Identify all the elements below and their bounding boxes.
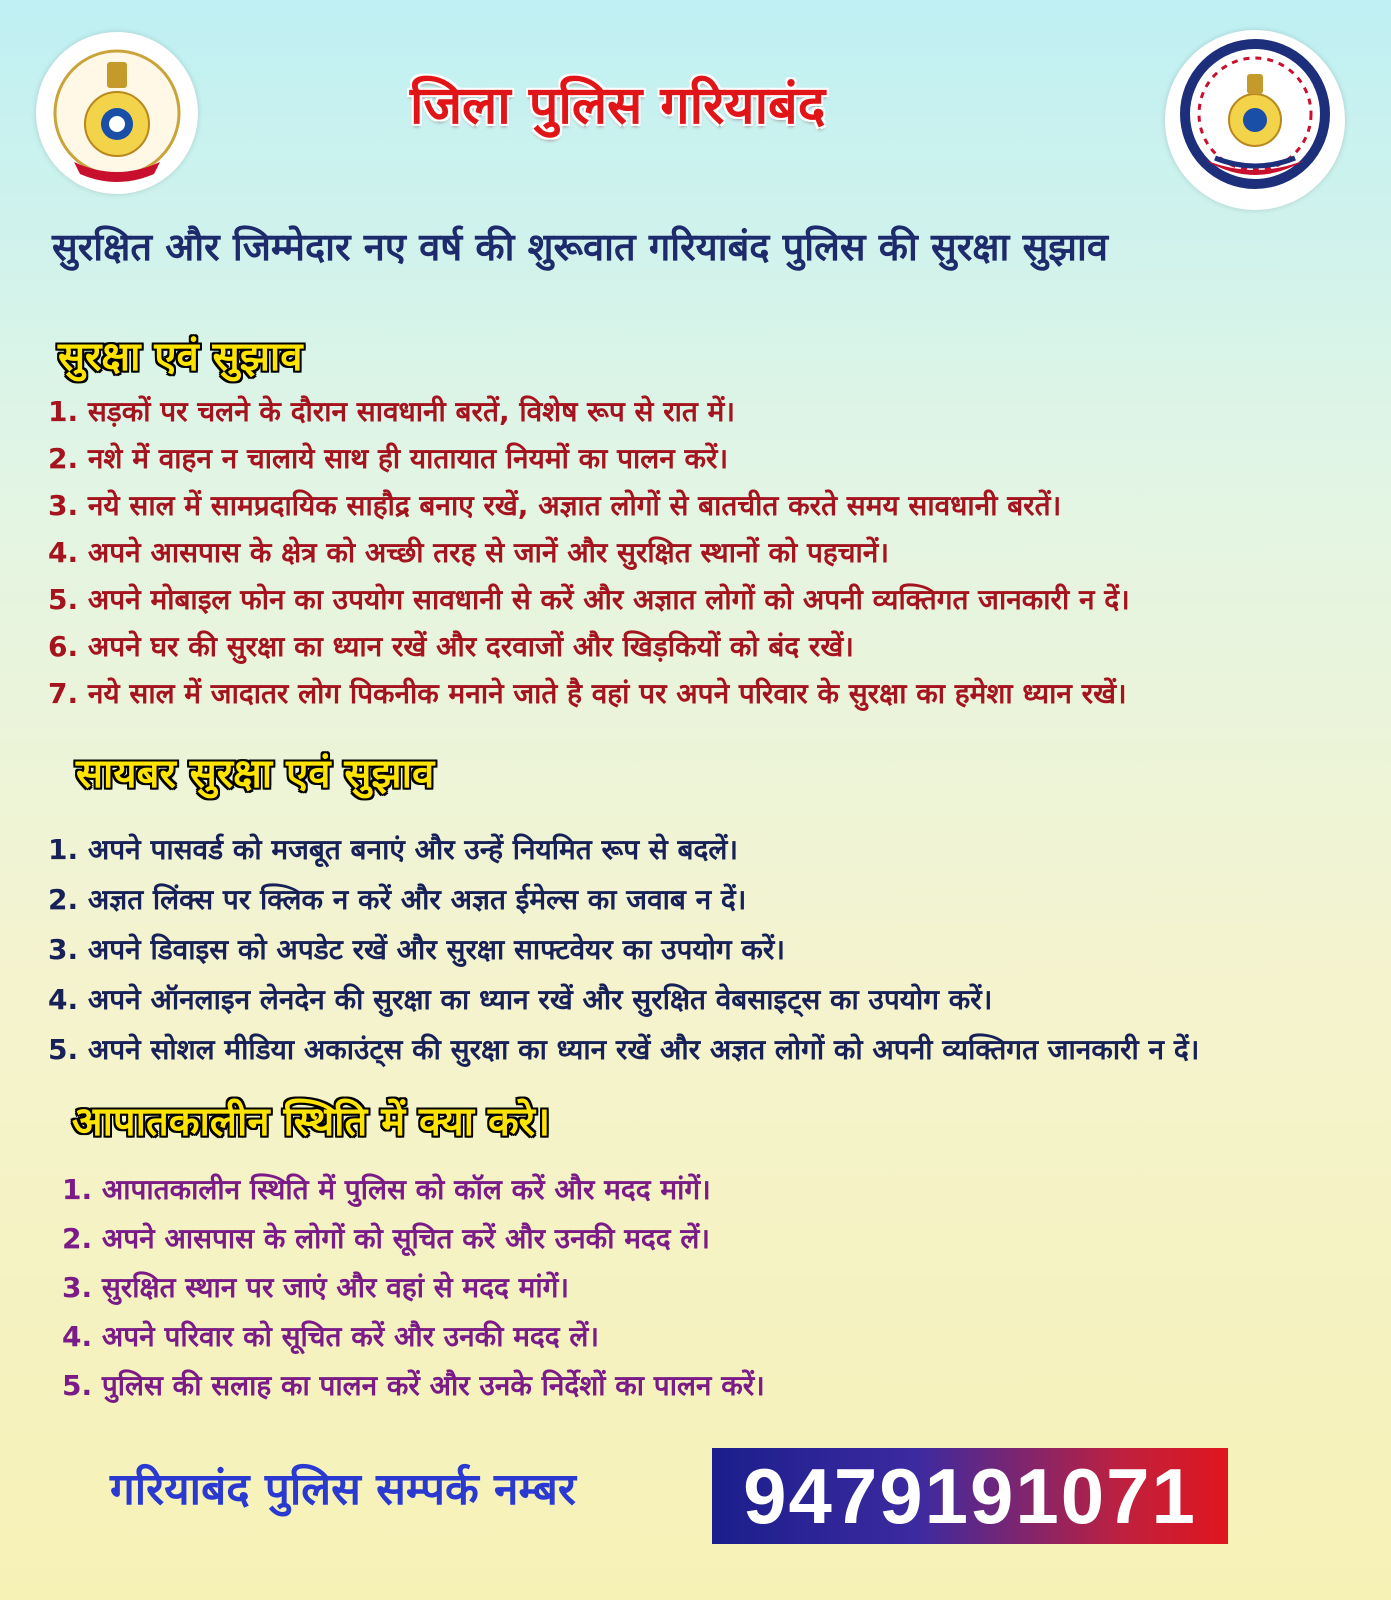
list-item: 1. सड़कों पर चलने के दौरान सावधानी बरतें, विशेष रूप से रात में।	[48, 395, 735, 428]
list-item: 3. सुरक्षित स्थान पर जाएं और वहां से मदद मांगें।	[62, 1271, 569, 1304]
section-heading-safety: सुरक्षा एवं सुझाव	[58, 334, 303, 380]
list-item: 4. अपने परिवार को सूचित करें और उनकी मदद लें।	[62, 1320, 600, 1353]
section-heading-emergency: आपातकालीन स्थिति में क्या करे।	[72, 1099, 551, 1145]
section-heading-cyber: सायबर सुरक्षा एवं सुझाव	[76, 751, 435, 797]
list-item: 2. अज्ञत लिंक्स पर क्लिक न करें और अज्ञत ईमेल्स का जवाब न दें।	[48, 883, 747, 916]
list-item: 3. अपने डिवाइस को अपडेट रखें और सुरक्षा साफ्टवेयर का उपयोग करें।	[48, 933, 785, 966]
phone-number: 9479191071	[743, 1452, 1197, 1540]
list-item: 2. अपने आसपास के लोगों को सूचित करें और उनकी मदद लें।	[62, 1222, 711, 1255]
list-item: 5. अपने सोशल मीडिया अकाउंट्स की सुरक्षा का ध्यान रखें और अज्ञत लोगों को अपनी व्यक्तिगत जानकारी न दें।	[48, 1033, 1200, 1066]
list-item: 4. अपने ऑनलाइन लेनदेन की सुरक्षा का ध्यान रखें और सुरक्षित वेबसाइट्स का उपयोग करें।	[48, 983, 993, 1016]
police-emblem-icon	[36, 32, 198, 194]
cyber-tips-list	[48, 833, 1200, 1086]
list-item: 7. नये साल में जादातर लोग पिकनीक मनाने जाते है वहां पर अपने परिवार के सुरक्षा का हमेशा ध्यान रखें।	[48, 677, 1127, 710]
list-item: 5. पुलिस की सलाह का पालन करें और उनके निर्देशों का पालन करें।	[62, 1369, 765, 1402]
list-item: 2. नशे में वाहन न चालाये साथ ही यातायात नियमों का पालन करें।	[48, 442, 729, 475]
phone-number-box	[712, 1448, 1228, 1544]
contact-label: गरियाबंद पुलिस सम्पर्क नम्बर	[110, 1464, 576, 1515]
emergency-tips-list	[62, 1173, 765, 1421]
list-item: 3. नये साल में सामप्रदायिक साहौद्र बनाए रखें, अज्ञात लोगों से बातचीत करते समय सावधानी बरतें।	[48, 489, 1062, 522]
list-item: 5. अपने मोबाइल फोन का उपयोग सावधानी से करें और अज्ञात लोगों को अपनी व्यक्तिगत जानकारी न दें।	[48, 583, 1130, 616]
list-item: 4. अपने आसपास के क्षेत्र को अच्छी तरह से जानें और सुरक्षित स्थानों को पहचानें।	[48, 536, 889, 569]
list-item: 1. अपने पासवर्ड को मजबूत बनाएं और उन्हें नियमित रूप से बदलें।	[48, 833, 739, 866]
safety-tips-list	[48, 395, 1130, 727]
list-item: 6. अपने घर की सुरक्षा का ध्यान रखें और दरवाजों और खिड़कियों को बंद रखें।	[48, 630, 854, 663]
page-title: जिला पुलिस गरियाबंद	[410, 76, 826, 136]
police-seal-icon	[1165, 30, 1345, 210]
page-subtitle: सुरक्षित और जिम्मेदार नए वर्ष की शुरूवात गरियाबंद पुलिस की सुरक्षा सुझाव	[52, 225, 1108, 269]
list-item: 1. आपातकालीन स्थिति में पुलिस को कॉल करें और मदद मांगें।	[62, 1173, 711, 1206]
